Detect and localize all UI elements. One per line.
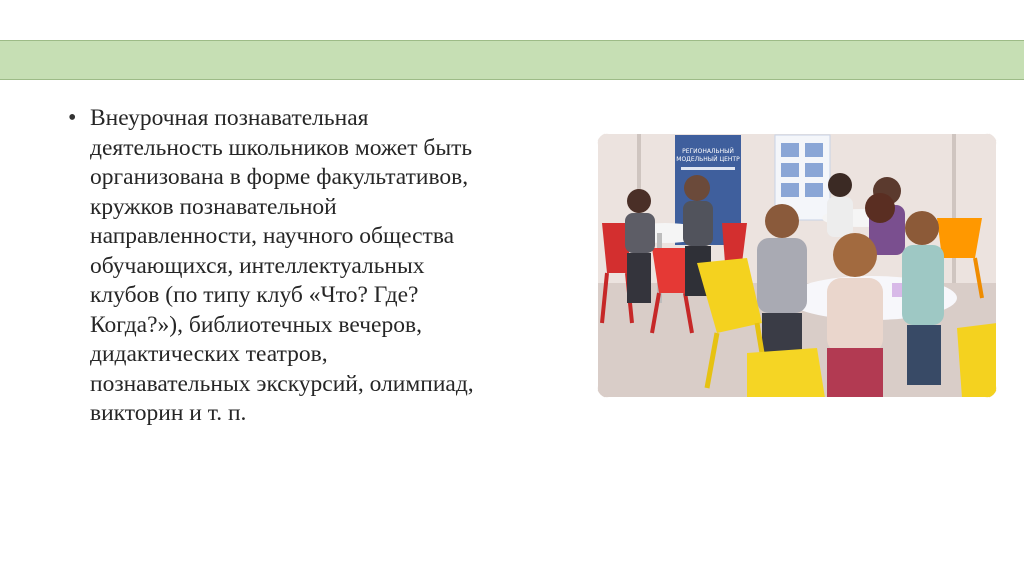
text-line: организована в форме факультативов, [90,164,469,190]
text-line: Когда?»), библиотечных вечеров, [90,311,422,338]
text-line: викторин и т. п. [90,400,247,426]
banner-text: МОДЕЛЬНЫЙ ЦЕНТР [676,156,740,163]
text-line: кружков познавательной [90,193,337,220]
bullet-marker: • [68,105,77,131]
bullet-text [90,104,590,429]
photo-reflection [597,400,997,480]
text-line: Внеурочная познавательная [90,105,369,131]
text-line: направленности, научного общества [90,223,455,249]
text-line: познавательных экскурсий, олимпиад, [90,370,474,397]
banner-text: РЕГИОНАЛЬНЫЙ [682,148,734,155]
classroom-photo [597,133,997,398]
text-line: обучающихся, интеллектуальных [90,252,425,279]
header-band [0,40,1024,80]
text-line: деятельность школьников может быть [90,134,473,161]
text-line: клубов (по типу клуб «Что? Где? [90,282,419,308]
text-line: дидактических театров, [90,341,328,367]
